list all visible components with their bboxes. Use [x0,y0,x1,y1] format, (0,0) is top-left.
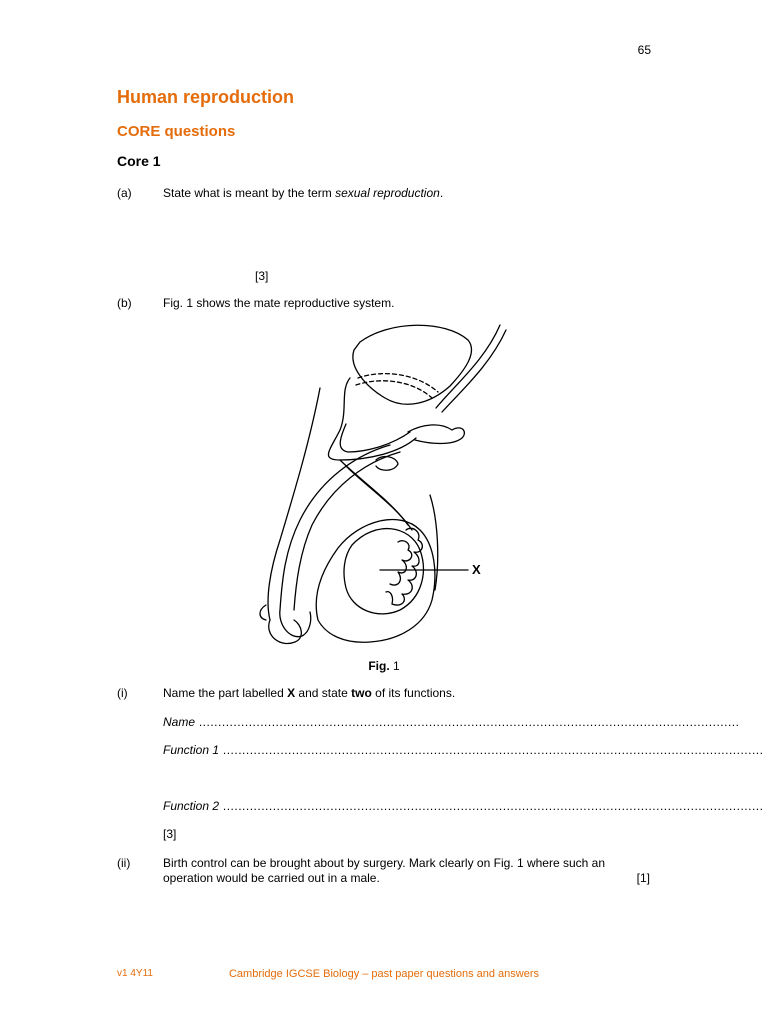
section-subtitle: CORE questions [117,123,236,140]
part-i-marks: [3] [163,827,177,841]
page-number: 65 [637,43,651,57]
part-a-text-after: . [439,186,444,200]
part-i-text-3: of its functions. [371,686,456,700]
function2-answer-line[interactable]: Function 2 ............................................................................................................................................. [163,799,764,813]
name-answer-label: Name [163,715,196,729]
part-i-label: (i) [117,686,128,700]
part-b-label: (b) [117,296,132,310]
figure-caption-bold: Fig. [368,659,390,673]
name-answer-line[interactable]: Name ............................................................................................................................................. [163,715,740,729]
question-heading: Core 1 [117,153,161,169]
figure-caption [0,659,768,673]
function2-answer-label: Function 2 [163,799,220,813]
function1-answer-label: Function 1 [163,743,220,757]
part-a-label: (a) [117,186,132,200]
footer-title: Cambridge IGCSE Biology – past paper questions and answers [228,968,539,980]
part-ii-line2: operation would be carried out in a male. [163,871,380,885]
part-a-question [163,186,443,201]
part-ii-marks: [1] [636,871,650,885]
part-i-text-1: Name the part labelled [163,686,288,700]
part-b-text: Fig. 1 shows the mate reproductive system. [163,296,395,310]
function1-answer-line[interactable]: Function 1 ............................................................................................................................................. [163,743,764,757]
part-i-two: two [351,686,372,700]
part-i-question [163,686,455,701]
page-title: Human reproduction [117,87,295,107]
part-a-term: sexual reproduction [335,186,440,200]
part-a-text-before: State what is meant by the term [163,186,336,200]
figure-label-x: X [472,562,481,577]
figure-caption-number: 1 [389,659,400,673]
part-i-x: X [287,686,296,700]
part-ii-label: (ii) [117,856,131,870]
footer-version: v1 4Y11 [117,968,153,979]
part-a-marks: [3] [255,269,269,283]
reproductive-system-diagram [240,320,530,650]
part-i-text-2: and state [295,686,352,700]
part-ii-line1: Birth control can be brought about by surgery. Mark clearly on Fig. 1 where such an [163,856,606,870]
